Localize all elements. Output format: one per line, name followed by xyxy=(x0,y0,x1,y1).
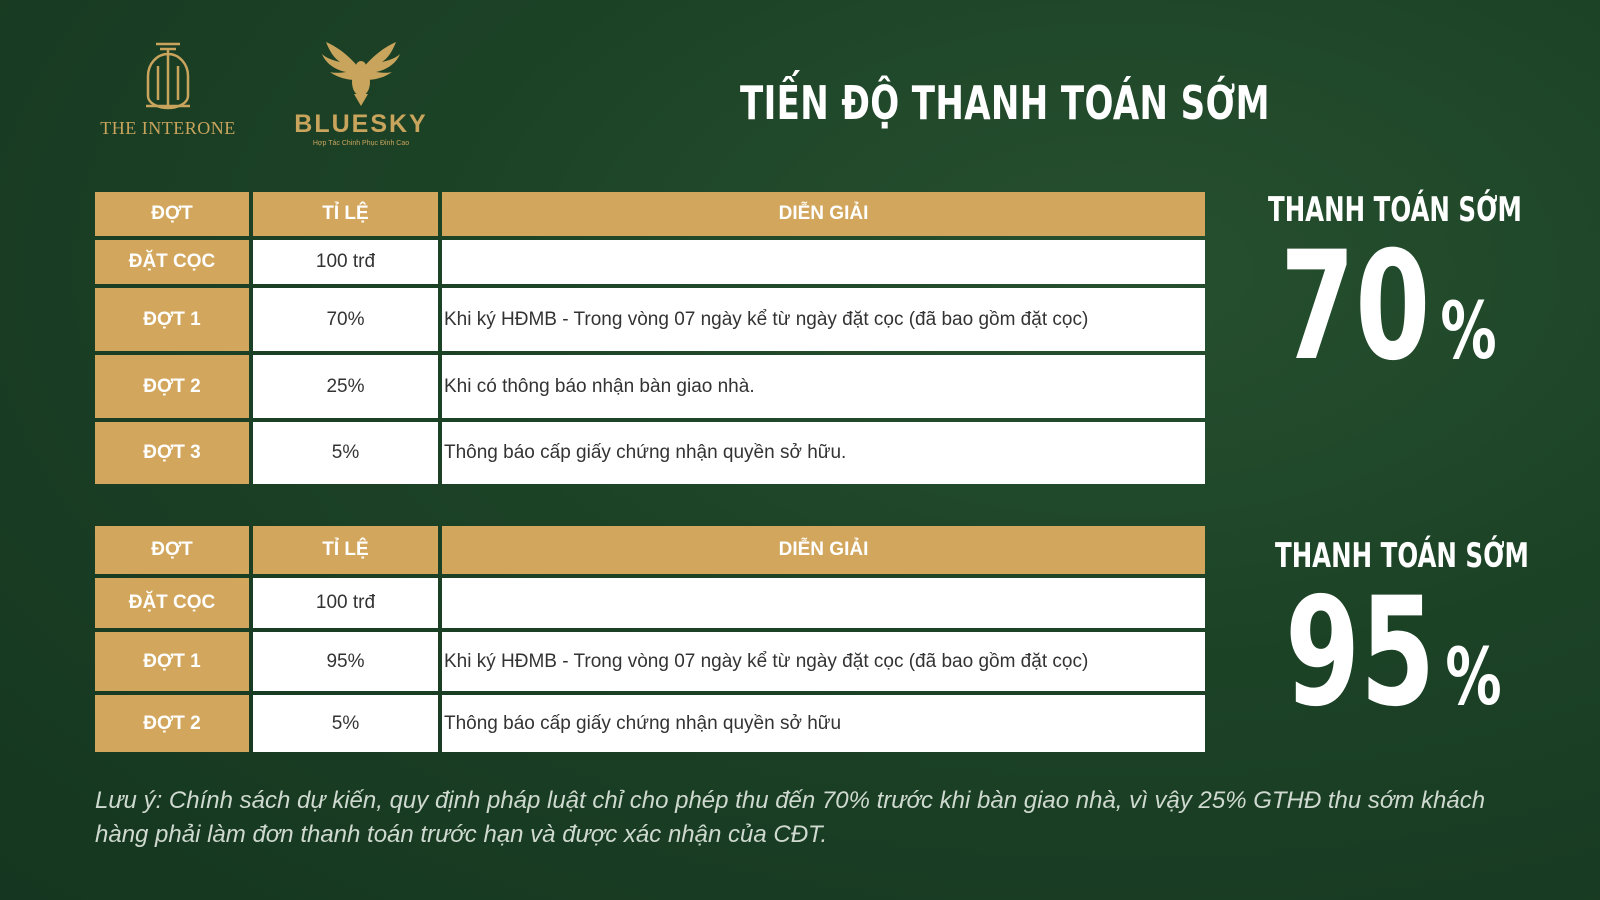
row-description xyxy=(442,578,1205,628)
percent-value: 70 xyxy=(1280,220,1431,394)
table-row xyxy=(95,422,1205,484)
row-description: Khi ký HĐMB - Trong vòng 07 ngày kể từ ngày đặt cọc (đã bao gồm đặt cọc) xyxy=(442,632,1205,691)
eagle-icon xyxy=(316,40,406,108)
bluesky-logo-text: BLUESKY xyxy=(294,110,428,138)
table-row xyxy=(95,578,1205,628)
payment-table-95 xyxy=(91,522,1209,756)
row-label: ĐỢT 2 xyxy=(95,695,249,752)
row-description: Khi ký HĐMB - Trong vòng 07 ngày kể từ ngày đặt cọc (đã bao gồm đặt cọc) xyxy=(442,288,1205,351)
interone-logo-text: THE INTERONE xyxy=(100,118,236,138)
header-dot: ĐỢT xyxy=(95,526,249,574)
table-row xyxy=(95,288,1205,351)
policy-note: Lưu ý: Chính sách dự kiến, quy định pháp luật chỉ cho phép thu đến 70% trước khi bàn giao nhà, vì vậy 25% GTHĐ thu sớm khách hàng phải làm đơn thanh toán trước hạn và được xác nhận của CĐT. xyxy=(95,787,1486,848)
percent-sign: % xyxy=(1445,633,1502,723)
table-header-row xyxy=(95,526,1205,574)
payment-table-70 xyxy=(91,188,1209,488)
bluesky-tagline: Hợp Tác Chinh Phục Đỉnh Cao xyxy=(312,140,410,147)
header-ti-le: TỈ LỆ xyxy=(253,526,438,574)
early-payment-percent-70 xyxy=(1280,220,1497,394)
row-label: ĐẶT CỌC xyxy=(95,240,249,284)
header-dien-giai: DIỄN GIẢI xyxy=(442,192,1205,236)
table-header-row xyxy=(95,192,1205,236)
row-description: Khi có thông báo nhận bàn giao nhà. xyxy=(442,355,1205,418)
row-rate: 70% xyxy=(253,288,438,351)
row-label: ĐỢT 1 xyxy=(95,288,249,351)
early-payment-label-95: THANH TOÁN SỚM xyxy=(1275,536,1529,576)
row-rate: 25% xyxy=(253,355,438,418)
early-payment-label-70: THANH TOÁN SỚM xyxy=(1268,190,1522,230)
header-dien-giai: DIỄN GIẢI xyxy=(442,526,1205,574)
table-row xyxy=(95,695,1205,752)
early-payment-percent-95 xyxy=(1285,566,1502,740)
row-label: ĐỢT 3 xyxy=(95,422,249,484)
page-title: TIẾN ĐỘ THANH TOÁN SỚM xyxy=(740,76,1270,130)
row-label: ĐỢT 2 xyxy=(95,355,249,418)
header-dot: ĐỢT xyxy=(95,192,249,236)
row-label: ĐỢT 1 xyxy=(95,632,249,691)
row-rate: 5% xyxy=(253,695,438,752)
row-label: ĐẶT CỌC xyxy=(95,578,249,628)
row-rate: 100 trđ xyxy=(253,578,438,628)
row-rate: 5% xyxy=(253,422,438,484)
header-ti-le: TỈ LỆ xyxy=(253,192,438,236)
row-rate: 100 trđ xyxy=(253,240,438,284)
row-description: Thông báo cấp giấy chứng nhận quyền sở hữu. xyxy=(442,422,1205,484)
row-description xyxy=(442,240,1205,284)
table-row xyxy=(95,355,1205,418)
interone-emblem-icon xyxy=(138,40,198,112)
row-description: Thông báo cấp giấy chứng nhận quyền sở hữu xyxy=(442,695,1205,752)
row-rate: 95% xyxy=(253,632,438,691)
interone-logo xyxy=(88,40,248,139)
percent-sign: % xyxy=(1440,287,1497,377)
table-row xyxy=(95,240,1205,284)
bluesky-logo xyxy=(282,40,440,147)
table-row xyxy=(95,632,1205,691)
percent-value: 95 xyxy=(1285,566,1436,740)
